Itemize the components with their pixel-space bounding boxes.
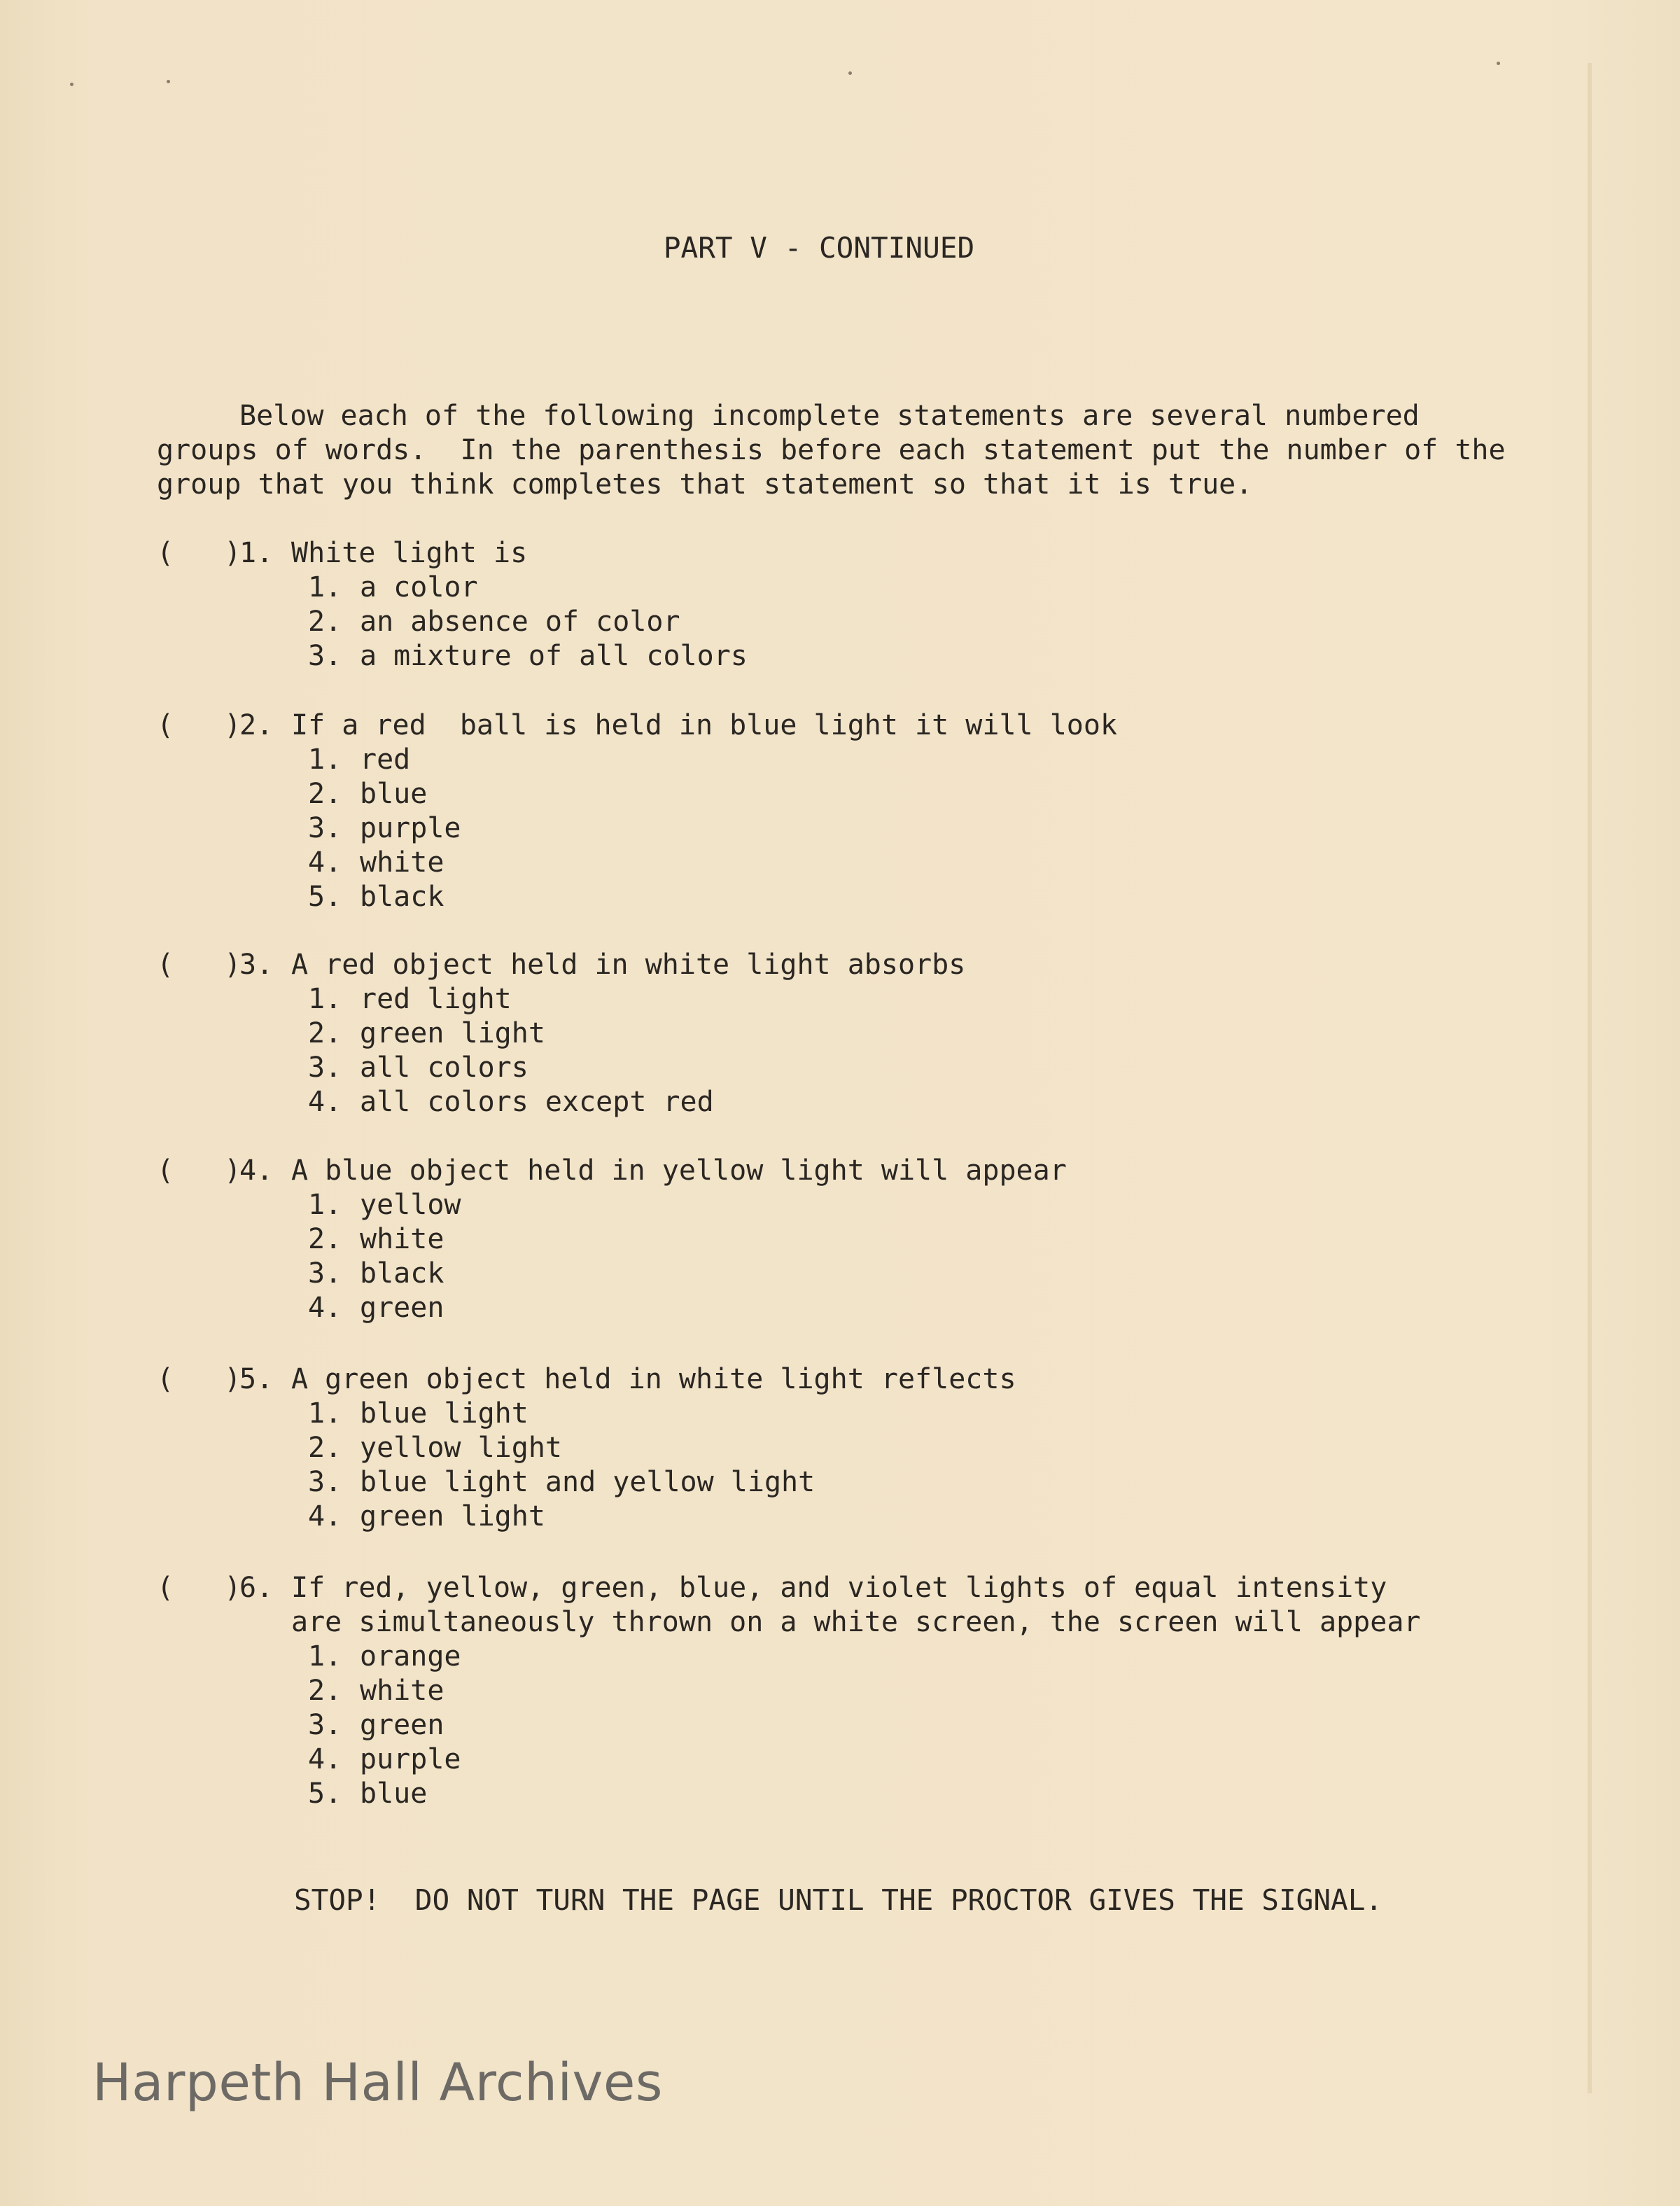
option-item <box>308 1500 1016 1534</box>
option-list <box>157 1640 1421 1811</box>
option-item <box>308 1397 1016 1431</box>
option-item <box>308 1431 1016 1465</box>
question-text: A red object held in white light absorbs <box>291 949 966 981</box>
option-text: green light <box>360 1017 545 1049</box>
option-number: 2. <box>308 1223 342 1255</box>
option-number: 3. <box>308 1257 342 1290</box>
option-list <box>157 1188 1067 1325</box>
option-text: red <box>360 744 411 776</box>
option-item <box>308 639 748 673</box>
option-text: all colors <box>360 1052 528 1084</box>
option-item <box>308 1257 1067 1291</box>
option-text: black <box>360 881 444 913</box>
option-text: white <box>360 1675 444 1707</box>
paper-speck <box>1497 62 1500 65</box>
question-text: A blue object held in yellow light will appear <box>291 1154 1067 1187</box>
option-text: orange <box>360 1640 461 1673</box>
option-item <box>308 1674 1421 1708</box>
option-item <box>308 1085 965 1119</box>
instructions-line: Below each of the following incomplete statements are several numbered <box>239 400 1420 432</box>
question-2 <box>157 708 1117 914</box>
option-item <box>308 1291 1067 1325</box>
option-number: 3. <box>308 1052 342 1084</box>
option-item <box>308 1708 1421 1743</box>
answer-blank[interactable]: ( ) <box>157 1363 241 1395</box>
option-text: yellow light <box>360 1432 562 1464</box>
option-item <box>308 1465 1016 1500</box>
question-text: If a red ball is held in blue light it will look <box>291 709 1118 741</box>
option-text: white <box>360 846 444 879</box>
question-text-continuation: are simultaneously thrown on a white screen, the screen will appear <box>291 1606 1421 1638</box>
option-number: 2. <box>308 1017 342 1049</box>
stop-notice: STOP! DO NOT TURN THE PAGE UNTIL THE PROCTOR GIVES THE SIGNAL. <box>294 1883 1383 1917</box>
option-item <box>308 1640 1421 1674</box>
option-number: 1. <box>308 983 342 1015</box>
archive-watermark: Harpeth Hall Archives <box>92 2053 663 2113</box>
option-number: 1. <box>308 1189 342 1221</box>
paper-speck <box>70 83 74 86</box>
answer-blank[interactable]: ( ) <box>157 1154 241 1187</box>
option-text: a color <box>360 571 478 603</box>
instructions-line: group that you think completes that statement so that it is true. <box>157 468 1253 501</box>
option-number: 3. <box>308 640 342 672</box>
option-number: 5. <box>308 881 342 913</box>
option-item <box>308 1777 1421 1811</box>
question-5 <box>157 1362 1016 1534</box>
answer-blank[interactable]: ( ) <box>157 1572 241 1604</box>
option-list <box>157 571 748 673</box>
option-item <box>308 1222 1067 1257</box>
answer-blank[interactable]: ( ) <box>157 949 241 981</box>
option-item <box>308 743 1117 777</box>
answer-blank[interactable]: ( ) <box>157 537 241 569</box>
option-number: 4. <box>308 1743 342 1775</box>
instructions-line: groups of words. In the parenthesis before each statement put the number of the <box>157 434 1506 466</box>
question-1 <box>157 536 748 673</box>
option-item <box>308 1017 965 1051</box>
page-heading: PART V - CONTINUED <box>663 231 975 265</box>
option-number: 5. <box>308 1778 342 1810</box>
option-item <box>308 982 965 1017</box>
question-text: If red, yellow, green, blue, and violet lights of equal intensity <box>291 1572 1387 1604</box>
option-number: 1. <box>308 1640 342 1673</box>
option-text: green <box>360 1709 444 1741</box>
paper-speck <box>167 80 170 83</box>
option-number: 1. <box>308 744 342 776</box>
option-number: 2. <box>308 606 342 638</box>
option-number: 4. <box>308 1086 342 1118</box>
option-item <box>308 1051 965 1085</box>
question-number: 3. <box>239 949 274 981</box>
option-text: blue light <box>360 1397 528 1430</box>
option-item <box>308 880 1117 914</box>
option-text: blue <box>360 778 428 810</box>
option-item <box>308 605 748 639</box>
option-number: 2. <box>308 778 342 810</box>
option-text: red light <box>360 983 512 1015</box>
option-item <box>308 777 1117 811</box>
option-text: green <box>360 1292 444 1324</box>
option-list <box>157 1397 1016 1534</box>
option-item <box>308 1188 1067 1222</box>
option-number: 4. <box>308 1292 342 1324</box>
option-number: 4. <box>308 1500 342 1533</box>
option-text: black <box>360 1257 444 1290</box>
question-number: 6. <box>239 1572 274 1604</box>
option-text: green light <box>360 1500 545 1533</box>
option-text: blue <box>360 1778 428 1810</box>
option-item <box>308 811 1117 846</box>
option-list <box>157 982 965 1119</box>
option-text: all colors except red <box>360 1086 714 1118</box>
question-number: 2. <box>239 709 274 741</box>
question-text: White light is <box>291 537 528 569</box>
option-number: 1. <box>308 1397 342 1430</box>
option-number: 3. <box>308 1466 342 1498</box>
option-number: 4. <box>308 846 342 879</box>
option-text: an absence of color <box>360 606 680 638</box>
question-number: 4. <box>239 1154 274 1187</box>
option-number: 3. <box>308 1709 342 1741</box>
question-text: A green object held in white light reflects <box>291 1363 1016 1395</box>
option-number: 1. <box>308 571 342 603</box>
option-text: white <box>360 1223 444 1255</box>
option-text: yellow <box>360 1189 461 1221</box>
option-list <box>157 743 1117 914</box>
instructions <box>157 399 1557 502</box>
answer-blank[interactable]: ( ) <box>157 709 241 741</box>
question-6 <box>157 1571 1421 1811</box>
option-number: 2. <box>308 1432 342 1464</box>
sheet-edge <box>1588 63 1592 2093</box>
question-number: 1. <box>239 537 274 569</box>
question-3 <box>157 948 965 1119</box>
option-text: purple <box>360 812 461 844</box>
option-text: blue light and yellow light <box>360 1466 816 1498</box>
option-item <box>308 846 1117 880</box>
option-item <box>308 1743 1421 1777</box>
question-number: 5. <box>239 1363 274 1395</box>
option-number: 3. <box>308 812 342 844</box>
option-item <box>308 571 748 605</box>
option-text: purple <box>360 1743 461 1775</box>
question-4 <box>157 1154 1067 1325</box>
paper-speck <box>848 71 852 75</box>
option-text: a mixture of all colors <box>360 640 748 672</box>
option-number: 2. <box>308 1675 342 1707</box>
